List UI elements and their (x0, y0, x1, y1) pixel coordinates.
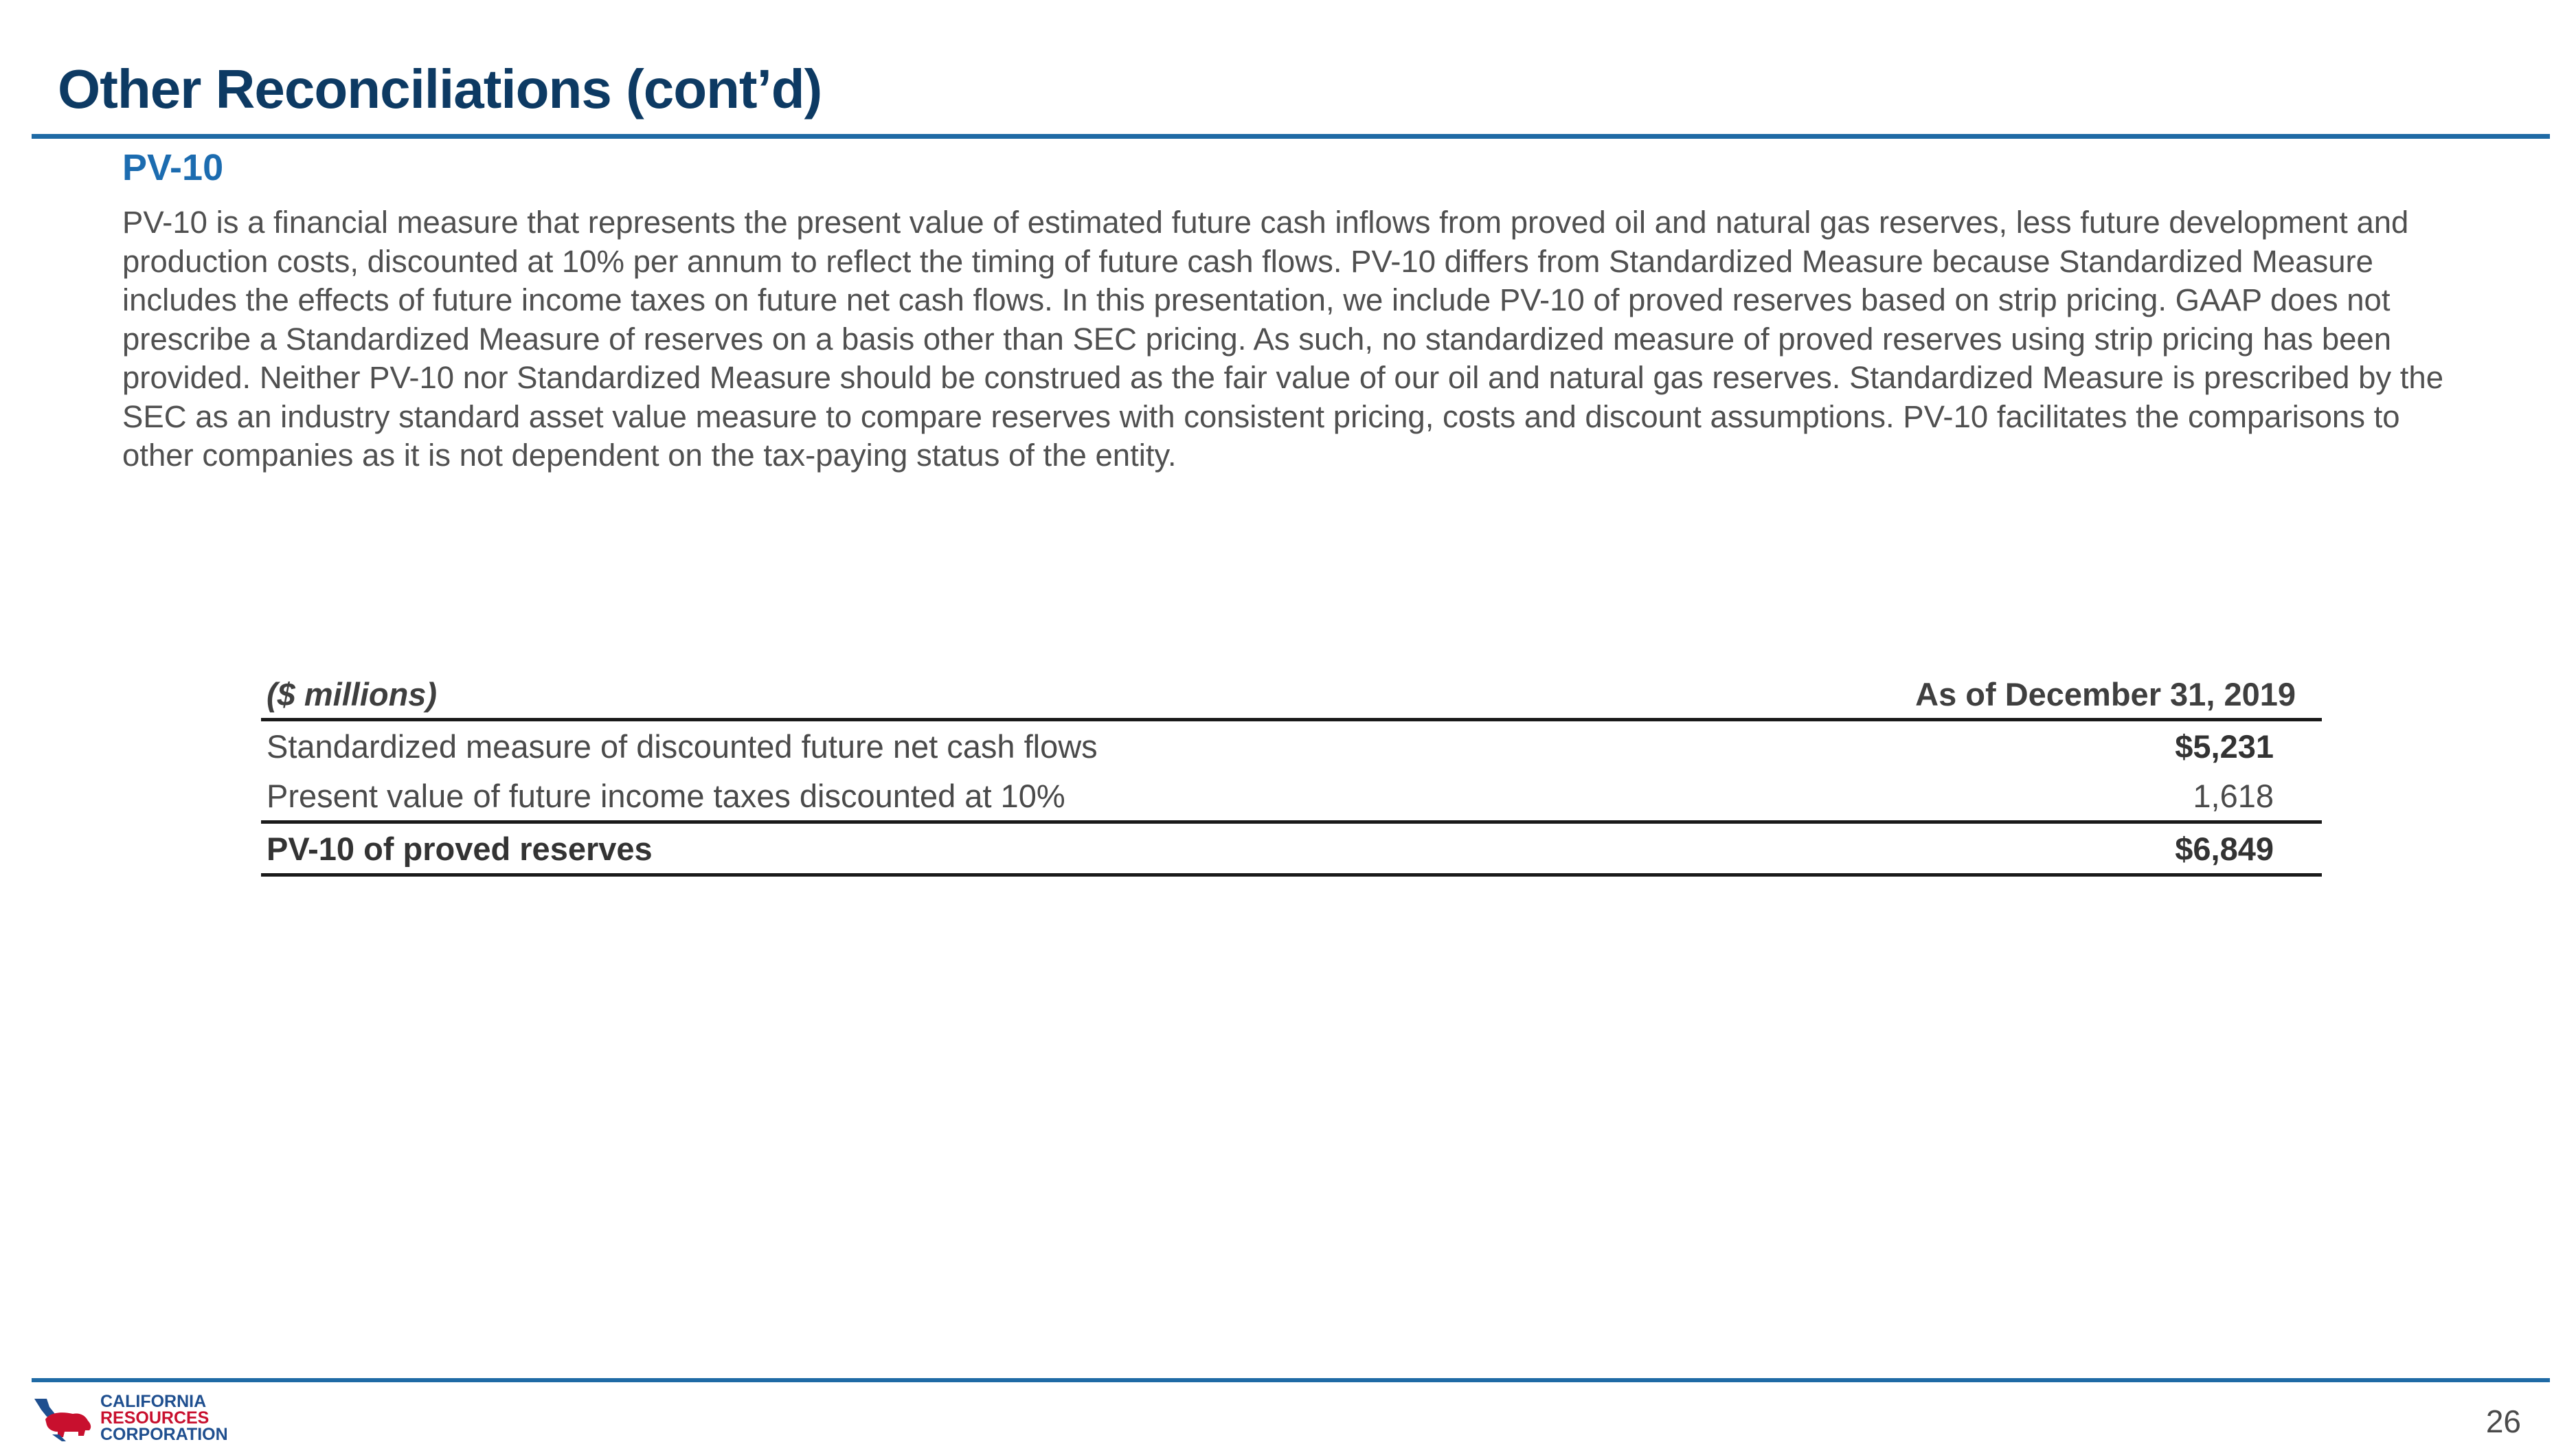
row-value: $5,231 (2175, 728, 2274, 765)
logo-line-3: CORPORATION (100, 1425, 228, 1444)
page-number: 26 (2485, 1404, 2521, 1439)
pv10-reconciliation-table (261, 670, 2322, 877)
logo-line-1: CALIFORNIA (100, 1392, 207, 1411)
table-header-row (261, 670, 2322, 720)
title-divider (32, 134, 2550, 139)
row-label: Present value of future income taxes discounted at 10% (267, 777, 1065, 814)
california-bear-icon (32, 1396, 95, 1445)
footer-divider (32, 1378, 2550, 1382)
table-total-row (261, 822, 2322, 875)
row-value: 1,618 (2193, 777, 2274, 814)
table-row (261, 771, 2322, 822)
slide-title: Other Reconciliations (cont’d) (58, 58, 822, 120)
table-header-label: ($ millions) (261, 670, 1645, 720)
logo-line-2: RESOURCES (100, 1408, 210, 1428)
company-logo (32, 1393, 231, 1447)
table-row (261, 720, 2322, 771)
table-header-date: As of December 31, 2019 (1645, 670, 2322, 720)
section-subtitle: PV-10 (122, 147, 224, 188)
pv10-description: PV-10 is a financial measure that represents the present value of estimated future cash inflows from proved oil and natural gas reserves, less future development and production costs, discounted at 10% per annum to reflect the timing of future cash flows. PV-10 differs from Standardized Measure because Standardized Measure includes the effects of future income taxes on future net cash flows. In this presentation, we include PV-10 of proved reserves based on strip pricing. GAAP does not prescribe a Standardized Measure of reserves on a basis other than SEC pricing. As such, no standardized measure of proved reserves using strip pricing has been provided. Neither PV-10 nor Standardized Measure should be construed as the fair value of our oil and natural gas reserves. Standardized Measure is prescribed by the SEC as an industry standard asset value measure to compare reserves with consistent pricing, costs and discount assumptions. PV-10 facilitates the comparisons to other companies as it is not dependent on the tax-paying status of the entity. (122, 205, 2444, 473)
total-label: PV-10 of proved reserves (261, 822, 1645, 875)
logo-wordmark (100, 1393, 228, 1443)
total-value: $6,849 (1645, 822, 2322, 875)
row-label: Standardized measure of discounted future net cash flows (267, 728, 1098, 765)
